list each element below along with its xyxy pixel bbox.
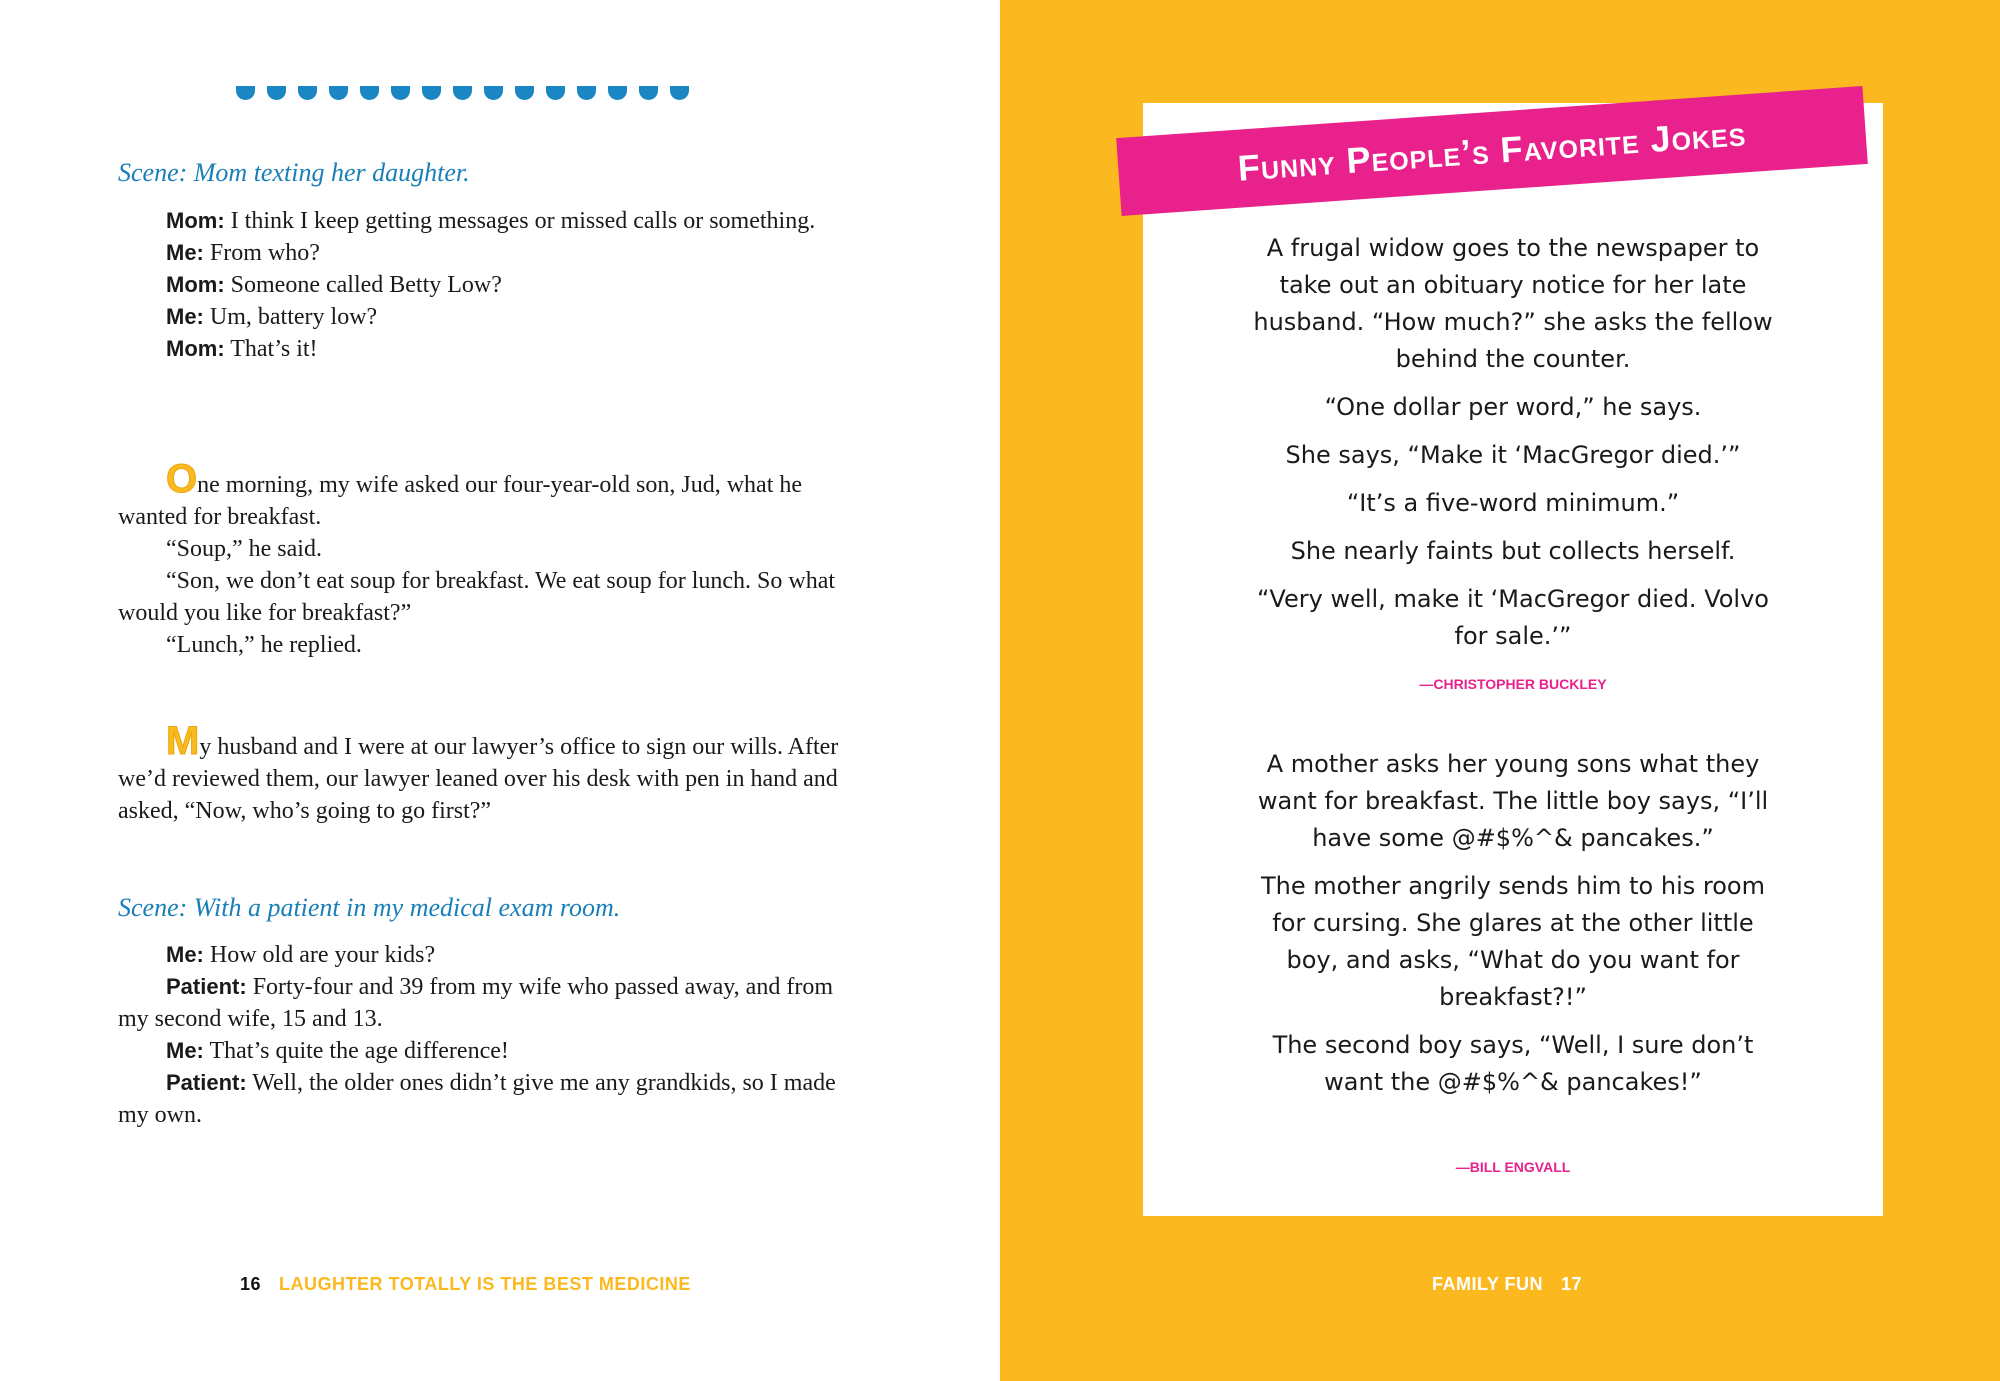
dialogue-text: Someone called Betty Low? (224, 272, 502, 298)
joke-paragraph: She nearly faints but collects herself. (1290, 537, 1736, 565)
story-paragraph: “Soup,” he said. (166, 536, 322, 562)
joke-paragraph: She says, “Make it ‘MacGregor died.’” (1285, 441, 1741, 469)
joke-paragraph: “Very well, make it ‘MacGregor died. Volvo for sale.’” (1257, 585, 1769, 650)
dialogue-line (118, 205, 860, 237)
joke-credit: —BILL ENGVALL (1455, 1159, 1571, 1175)
joke-paragraph: The mother angrily sends him to his room for cursing. She glares at the other little boy, and asks, “What do you want for breakfast?!” (1261, 872, 1765, 1011)
dot-icon (670, 86, 689, 100)
speaker-label: Patient: (166, 974, 247, 999)
dialogue-text: Forty-four and 39 from my wife who passed away, and from my second wife, 15 and 13. (118, 974, 833, 1032)
dot-icon (453, 86, 472, 100)
page-number: 17 (1561, 1274, 1583, 1294)
dialogue-text: That’s it! (224, 336, 318, 362)
speaker-label: Mom: (166, 208, 225, 233)
page-number: 16 (240, 1274, 262, 1294)
dialogue-line (118, 1067, 860, 1131)
page-footer (240, 1274, 691, 1295)
scene-dialogue (118, 939, 860, 1131)
scene-dialogue (118, 205, 860, 365)
dot-icon (236, 86, 255, 100)
speaker-label: Me: (166, 240, 204, 265)
decorative-dots (236, 86, 689, 100)
story-text: y husband and I were at our lawyer’s office to sign our wills. After we’d reviewed them, our lawyer leaned over his desk with pen in hand and asked, “Now, who’s going to go first?” (118, 734, 839, 824)
dialogue-line (118, 269, 860, 301)
joke-paragraph: A frugal widow goes to the newspaper to take out an obituary notice for her late husband. “How much?” she asks the fellow behind the counter. (1253, 234, 1773, 373)
dot-icon (360, 86, 379, 100)
dot-icon (422, 86, 441, 100)
joke-paragraph: The second boy says, “Well, I sure don’t want the @#$%^& pancakes!” (1272, 1031, 1754, 1096)
running-title: FAMILY FUN (1432, 1274, 1544, 1294)
dot-icon (298, 86, 317, 100)
dot-icon (546, 86, 565, 100)
dialogue-text: Well, the older ones didn’t give me any grandkids, so I made my own. (118, 1070, 836, 1128)
dot-icon (608, 86, 627, 100)
dot-icon (329, 86, 348, 100)
story (118, 719, 860, 827)
joke (1243, 230, 1783, 666)
dialogue-line (118, 237, 860, 269)
joke-paragraph: “It’s a five-word minimum.” (1346, 489, 1680, 517)
story (118, 457, 860, 661)
dialogue-text: How old are your kids? (203, 942, 436, 968)
dialogue-line (118, 971, 860, 1035)
dot-icon (484, 86, 503, 100)
joke-paragraph: “One dollar per word,” he says. (1324, 393, 1702, 421)
dialogue-text: That’s quite the age difference! (203, 1038, 509, 1064)
dot-icon (515, 86, 534, 100)
banner-title: Funny People’s Favorite Jokes (1236, 112, 1748, 189)
speaker-label: Mom: (166, 336, 225, 361)
drop-cap: O (166, 457, 198, 501)
speaker-label: Mom: (166, 272, 225, 297)
dialogue-text: Um, battery low? (203, 304, 378, 330)
dialogue-line (118, 1035, 860, 1067)
story-paragraph: “Lunch,” he replied. (166, 632, 362, 658)
scene-heading: Scene: With a patient in my medical exam room. (118, 893, 621, 922)
dot-icon (577, 86, 596, 100)
scene-heading: Scene: Mom texting her daughter. (118, 158, 470, 187)
dot-icon (639, 86, 658, 100)
story-paragraph: “Son, we don’t eat soup for breakfast. We eat soup for lunch. So what would you like for breakfast?” (118, 568, 836, 626)
story-paragraph (118, 457, 860, 533)
dialogue-line (118, 939, 860, 971)
joke (1243, 746, 1783, 1112)
dot-icon (267, 86, 286, 100)
drop-cap: M (166, 719, 200, 763)
dialogue-text: I think I keep getting messages or missed calls or something. (224, 208, 816, 234)
dot-icon (391, 86, 410, 100)
dialogue-text: From who? (203, 240, 320, 266)
story-paragraph (118, 719, 860, 827)
running-title: LAUGHTER TOTALLY IS THE BEST MEDICINE (279, 1274, 691, 1294)
page-footer (1432, 1274, 1582, 1295)
speaker-label: Me: (166, 304, 204, 329)
joke-paragraph: A mother asks her young sons what they want for breakfast. The little boy says, “I’ll have some @#$%^& pancakes.” (1257, 750, 1769, 852)
joke-credit: —CHRISTOPHER BUCKLEY (1419, 676, 1607, 692)
speaker-label: Me: (166, 942, 204, 967)
speaker-label: Me: (166, 1038, 204, 1063)
dialogue-line (118, 301, 860, 333)
story-text: ne morning, my wife asked our four-year-old son, Jud, what he wanted for breakfast. (118, 472, 803, 530)
speaker-label: Patient: (166, 1070, 247, 1095)
dialogue-line (118, 333, 860, 365)
